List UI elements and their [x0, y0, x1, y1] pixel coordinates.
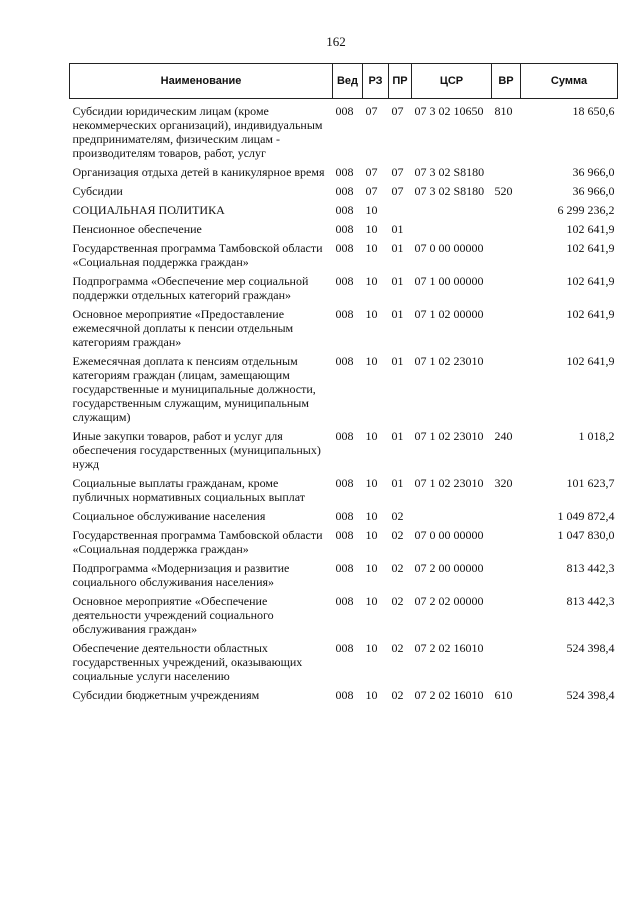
- cell-csr: [412, 198, 492, 217]
- cell-rz: 10: [365, 509, 378, 523]
- cell-ved: 008: [335, 307, 354, 321]
- cell-name: Ежемесячная доплата к пенсиям отдельным категориям граждан (лицам, замещающим государственные и муниципальные должности, государственным служащим, муниципальным служащим): [72, 354, 316, 424]
- header-rz: РЗ: [363, 64, 389, 99]
- table-row: [70, 269, 618, 302]
- cell-vr: [492, 236, 521, 269]
- cell-csr: 07 3 02 10650: [414, 104, 484, 118]
- header-csr: ЦСР: [412, 64, 492, 99]
- cell-name: Пенсионное обеспечение: [72, 222, 202, 236]
- table-row: [70, 504, 618, 523]
- cell-csr: 07 2 00 00000: [414, 561, 484, 575]
- cell-sum: 813 442,3: [566, 561, 615, 575]
- cell-pr: [389, 198, 412, 217]
- cell-vr: [492, 198, 521, 217]
- cell-pr: 01: [391, 274, 404, 288]
- cell-csr: [412, 504, 492, 523]
- table-row: [70, 589, 618, 636]
- cell-name: Обеспечение деятельности областных государственных учреждений, оказывающих социальные услуги населению: [72, 641, 303, 683]
- table-row: [70, 179, 618, 198]
- cell-pr: 02: [391, 509, 404, 523]
- cell-rz: 10: [365, 594, 378, 608]
- cell-name: Иные закупки товаров, работ и услуг для обеспечения государственных (муниципальных) нужд: [72, 429, 321, 471]
- cell-sum: 813 442,3: [566, 594, 615, 608]
- cell-pr: 01: [391, 222, 404, 236]
- cell-ved: 008: [335, 528, 354, 542]
- cell-sum: 102 641,9: [566, 274, 615, 288]
- cell-rz: 10: [365, 429, 378, 443]
- table-row: [70, 236, 618, 269]
- cell-name: Социальные выплаты гражданам, кроме публичных нормативных социальных выплат: [72, 476, 306, 504]
- cell-pr: 02: [391, 688, 404, 702]
- cell-name: Основное мероприятие «Обеспечение деятельности учреждений социального обслуживания граждан»: [72, 594, 274, 636]
- cell-ved: 008: [335, 165, 354, 179]
- cell-name: Субсидии юридическим лицам (кроме некоммерческих организаций), индивидуальным предпринимателям, физическим лицам - производителям товаров, работ, услуг: [72, 104, 323, 160]
- table-row: [70, 523, 618, 556]
- cell-csr: 07 3 02 S8180: [414, 165, 485, 179]
- cell-sum: 102 641,9: [566, 222, 615, 236]
- table-row: [70, 424, 618, 471]
- cell-rz: 10: [365, 641, 378, 655]
- cell-sum: 1 018,2: [578, 429, 615, 443]
- cell-name: Государственная программа Тамбовской области «Социальная поддержка граждан»: [72, 528, 323, 556]
- cell-rz: 07: [365, 104, 378, 118]
- cell-csr: 07 2 02 16010: [414, 688, 484, 702]
- cell-name: Государственная программа Тамбовской области «Социальная поддержка граждан»: [72, 241, 323, 269]
- cell-pr: 07: [391, 165, 404, 179]
- cell-pr: 07: [391, 104, 404, 118]
- cell-sum: 102 641,9: [566, 241, 615, 255]
- cell-sum: 102 641,9: [566, 307, 615, 321]
- cell-rz: 10: [365, 274, 378, 288]
- cell-ved: 008: [335, 509, 354, 523]
- cell-sum: 18 650,6: [572, 104, 615, 118]
- cell-ved: 008: [335, 476, 354, 490]
- cell-csr: 07 3 02 S8180: [414, 184, 485, 198]
- cell-csr: 07 1 02 23010: [414, 476, 484, 490]
- cell-ved: 008: [335, 184, 354, 198]
- cell-csr: 07 1 02 00000: [414, 307, 484, 321]
- cell-name: Социальное обслуживание населения: [72, 509, 266, 523]
- table-row: [70, 302, 618, 349]
- cell-sum: 101 623,7: [566, 476, 615, 490]
- cell-vr: 810: [494, 104, 513, 118]
- cell-vr: 320: [494, 476, 513, 490]
- cell-pr: 01: [391, 429, 404, 443]
- cell-pr: 01: [391, 307, 404, 321]
- cell-sum: 6 299 236,2: [557, 203, 615, 217]
- cell-rz: 10: [365, 561, 378, 575]
- table-row: [70, 99, 618, 161]
- cell-name: Субсидии бюджетным учреждениям: [72, 688, 260, 702]
- cell-csr: 07 1 02 23010: [414, 354, 484, 368]
- cell-pr: 02: [391, 594, 404, 608]
- cell-ved: 008: [335, 641, 354, 655]
- table-row: [70, 160, 618, 179]
- cell-rz: 07: [365, 165, 378, 179]
- cell-vr: [492, 217, 521, 236]
- cell-name: Организация отдыха детей в каникулярное время: [72, 165, 325, 179]
- cell-vr: [492, 504, 521, 523]
- page-number: 162: [326, 34, 346, 49]
- cell-sum: 36 966,0: [572, 165, 615, 179]
- cell-vr: 240: [494, 429, 513, 443]
- cell-pr: 02: [391, 561, 404, 575]
- cell-csr: 07 1 00 00000: [414, 274, 484, 288]
- cell-csr: 07 0 00 00000: [414, 241, 484, 255]
- table-header-row: [70, 64, 618, 99]
- cell-sum: 36 966,0: [572, 184, 615, 198]
- cell-vr: [492, 523, 521, 556]
- cell-sum: 524 398,4: [566, 688, 615, 702]
- cell-vr: [492, 556, 521, 589]
- cell-ved: 008: [335, 688, 354, 702]
- cell-pr: 02: [391, 641, 404, 655]
- cell-vr: 520: [494, 184, 513, 198]
- cell-ved: 008: [335, 594, 354, 608]
- cell-vr: [492, 349, 521, 424]
- cell-csr: 07 0 00 00000: [414, 528, 484, 542]
- header-name: Наименование: [70, 64, 333, 99]
- cell-name: Подпрограмма «Модернизация и развитие социального обслуживания населения»: [72, 561, 290, 589]
- budget-table: [69, 63, 618, 702]
- cell-ved: 008: [335, 104, 354, 118]
- cell-rz: 10: [365, 222, 378, 236]
- cell-ved: 008: [335, 241, 354, 255]
- cell-csr: 07 1 02 23010: [414, 429, 484, 443]
- cell-ved: 008: [335, 274, 354, 288]
- header-ved: Вед: [333, 64, 363, 99]
- table-row: [70, 556, 618, 589]
- cell-vr: [492, 636, 521, 683]
- cell-csr: 07 2 02 00000: [414, 594, 484, 608]
- cell-pr: 07: [391, 184, 404, 198]
- cell-ved: 008: [335, 429, 354, 443]
- cell-rz: 10: [365, 528, 378, 542]
- cell-sum: 1 047 830,0: [557, 528, 615, 542]
- header-sum: Сумма: [521, 64, 618, 99]
- cell-rz: 07: [365, 184, 378, 198]
- cell-ved: 008: [335, 203, 354, 217]
- cell-rz: 10: [365, 203, 378, 217]
- header-pr: ПР: [389, 64, 412, 99]
- table-body: [70, 99, 618, 703]
- table-row: [70, 636, 618, 683]
- cell-rz: 10: [365, 307, 378, 321]
- cell-vr: [492, 302, 521, 349]
- table-row: [70, 217, 618, 236]
- cell-vr: [492, 160, 521, 179]
- cell-vr: [492, 269, 521, 302]
- cell-csr: [412, 217, 492, 236]
- cell-rz: 10: [365, 476, 378, 490]
- cell-rz: 10: [365, 354, 378, 368]
- cell-rz: 10: [365, 688, 378, 702]
- cell-pr: 01: [391, 476, 404, 490]
- cell-csr: 07 2 02 16010: [414, 641, 484, 655]
- table-row: [70, 349, 618, 424]
- table-row: [70, 198, 618, 217]
- cell-vr: 610: [494, 688, 513, 702]
- table-row: [70, 683, 618, 702]
- cell-name: СОЦИАЛЬНАЯ ПОЛИТИКА: [72, 203, 225, 217]
- cell-name: Основное мероприятие «Предоставление ежемесячной доплаты к пенсии отдельным категориям граждан»: [72, 307, 294, 349]
- table-row: [70, 471, 618, 504]
- cell-pr: 01: [391, 354, 404, 368]
- cell-sum: 1 049 872,4: [557, 509, 615, 523]
- cell-pr: 02: [391, 528, 404, 542]
- cell-ved: 008: [335, 222, 354, 236]
- cell-pr: 01: [391, 241, 404, 255]
- cell-name: Субсидии: [72, 184, 123, 198]
- cell-rz: 10: [365, 241, 378, 255]
- cell-ved: 008: [335, 354, 354, 368]
- cell-vr: [492, 589, 521, 636]
- cell-name: Подпрограмма «Обеспечение мер социальной поддержки отдельных категорий граждан»: [72, 274, 309, 302]
- header-vr: ВР: [492, 64, 521, 99]
- cell-sum: 102 641,9: [566, 354, 615, 368]
- cell-sum: 524 398,4: [566, 641, 615, 655]
- cell-ved: 008: [335, 561, 354, 575]
